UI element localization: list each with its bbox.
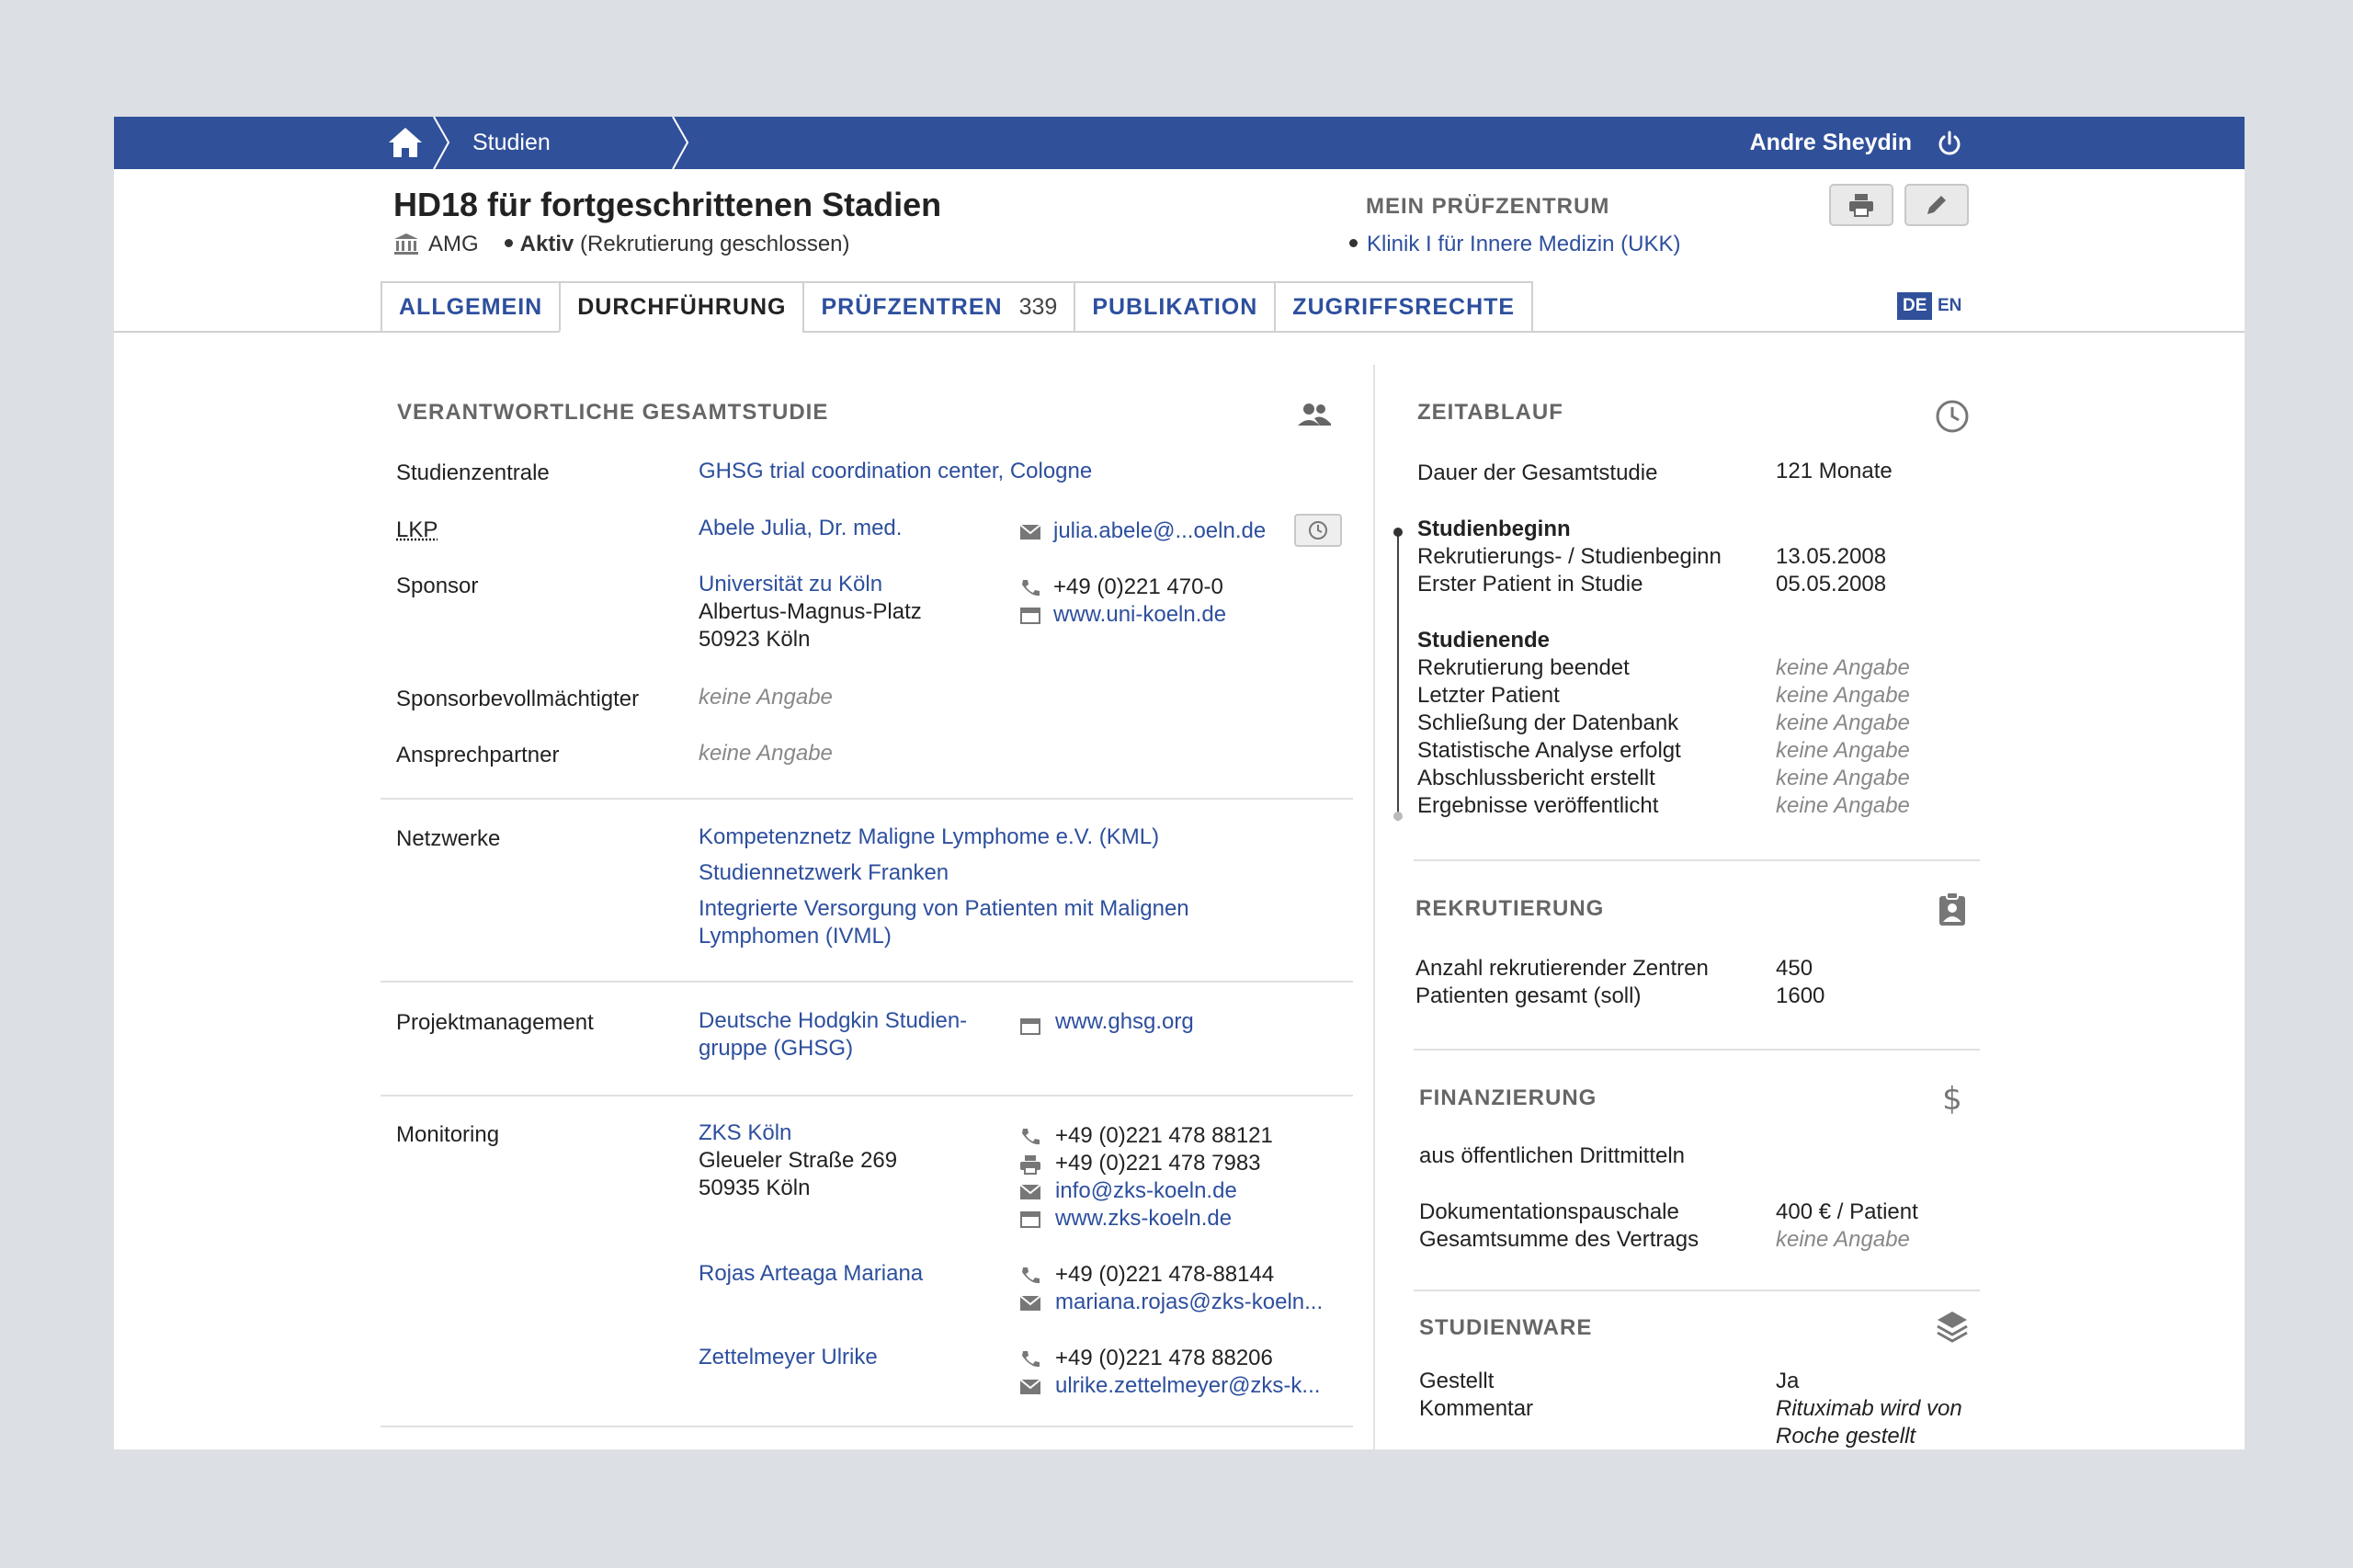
label-rekrutierung-beendet: Rekrutierung beendet	[1417, 655, 1630, 680]
people-icon	[1296, 396, 1333, 433]
print-icon	[1847, 192, 1875, 218]
column-divider	[1373, 365, 1375, 1449]
link-lkp-name[interactable]: Abele Julia, Dr. med.	[699, 516, 903, 540]
finanzierung-source: aus öffentlichen Drittmitteln	[1419, 1143, 1686, 1168]
sponsor-street: Albertus-Magnus-Platz	[699, 599, 922, 624]
status-detail: (Rekrutierung geschlossen)	[580, 232, 850, 256]
layers-icon	[1934, 1308, 1971, 1345]
label-letzter-patient: Letzter Patient	[1417, 683, 1560, 708]
study-meta	[393, 232, 850, 257]
tab-zugriffsrechte[interactable]: ZUGRIFFSRECHTE	[1274, 281, 1533, 333]
monitoring-street: Gleueler Straße 269	[699, 1148, 898, 1173]
tab-pruefzentren[interactable]: PRÜFZENTREN 339	[802, 281, 1074, 333]
value-kommentar: Rituximab wird von	[1776, 1396, 1962, 1421]
label-statistische-analyse: Statistische Analyse erfolgt	[1417, 738, 1681, 763]
label-ansprechpartner: Ansprechpartner	[396, 743, 560, 767]
value-sponsorbevollmaechtigter: keine Angabe	[699, 685, 833, 710]
label-sponsor: Sponsor	[396, 574, 479, 598]
value-ansprechpartner: keine Angabe	[699, 741, 833, 766]
label-schliessung-datenbank: Schließung der Datenbank	[1417, 710, 1679, 735]
label-gesamtsumme: Gesamtsumme des Vertrags	[1419, 1227, 1699, 1252]
clipboard-user-icon	[1934, 891, 1971, 927]
label-dokumentationspauschale: Dokumentationspauschale	[1419, 1199, 1679, 1224]
breadcrumb-separator-icon	[671, 117, 691, 169]
timeline-start-dot	[1393, 528, 1403, 537]
value-gestellt: Ja	[1776, 1369, 1800, 1393]
lang-de-button[interactable]: DE	[1897, 292, 1932, 320]
section-title-studienware: STUDIENWARE	[1419, 1315, 1593, 1340]
value-gesamtsumme: keine Angabe	[1776, 1227, 1910, 1252]
fax-icon	[1019, 1154, 1041, 1175]
link-monitoring-email[interactable]: info@zks-koeln.de	[1055, 1178, 1237, 1203]
value-rekrutierungsbeginn: 13.05.2008	[1776, 544, 1887, 569]
phone-icon	[1019, 1349, 1041, 1369]
studienbeginn-title: Studienbeginn	[1417, 517, 1571, 541]
status-badge: Aktiv	[519, 232, 574, 256]
breadcrumb-separator-icon	[432, 117, 452, 169]
label-kommentar: Kommentar	[1419, 1396, 1534, 1421]
value-kommentar-cont: Roche gestellt	[1776, 1424, 1916, 1449]
timeline-end-dot	[1393, 812, 1403, 821]
label-anzahl-zentren: Anzahl rekrutierender Zentren	[1415, 956, 1709, 981]
app-window	[114, 117, 2245, 1449]
section-title-finanzierung: FINANZIERUNG	[1419, 1085, 1597, 1110]
user-name[interactable]: Andre Sheydin	[1749, 130, 1912, 155]
sponsor-city: 50923 Köln	[699, 627, 811, 652]
label-gestellt: Gestellt	[1419, 1369, 1495, 1393]
svg-text:$: $	[1942, 1081, 1962, 1117]
bank-icon	[393, 233, 419, 256]
value-abschlussbericht: keine Angabe	[1776, 766, 1910, 790]
link-projekt-name[interactable]: Deutsche Hodgkin Studien-	[699, 1008, 968, 1033]
label-erster-patient: Erster Patient in Studie	[1417, 572, 1643, 597]
lang-en-button[interactable]: EN	[1938, 296, 1962, 315]
divider	[1414, 859, 1980, 861]
page-title: HD18 für fortgeschrittenen Stadien	[393, 186, 942, 223]
study-type: AMG	[428, 232, 479, 256]
link-monitoring-org[interactable]: ZKS Köln	[699, 1120, 792, 1145]
value-ergebnisse: keine Angabe	[1776, 793, 1910, 818]
link-studienzentrale[interactable]: GHSG trial coordination center, Cologne	[699, 459, 1093, 483]
label-rekrutierungsbeginn: Rekrutierungs- / Studienbeginn	[1417, 544, 1722, 569]
link-projekt-name-cont[interactable]: gruppe (GHSG)	[699, 1036, 854, 1061]
mail-icon	[1019, 1182, 1041, 1202]
studienende-title: Studienende	[1417, 628, 1551, 653]
value-dauer: 121 Monate	[1776, 459, 1893, 483]
link-projekt-web[interactable]: www.ghsg.org	[1055, 1009, 1194, 1034]
divider	[1414, 1049, 1980, 1051]
link-lkp-email[interactable]: julia.abele@...oeln.de	[1053, 518, 1267, 543]
value-rekrutierung-beendet: keine Angabe	[1776, 655, 1910, 680]
value-anzahl-zentren: 450	[1776, 956, 1813, 981]
monitoring-city: 50935 Köln	[699, 1176, 811, 1200]
value-patienten-gesamt: 1600	[1776, 983, 1825, 1008]
tab-count: 339	[1018, 293, 1058, 320]
monitoring-fax: +49 (0)221 478 7983	[1055, 1151, 1261, 1176]
divider	[1414, 1290, 1980, 1291]
link-netzwerk-franken[interactable]: Studiennetzwerk Franken	[699, 860, 949, 885]
web-icon	[1019, 1017, 1041, 1037]
label-netzwerke: Netzwerke	[396, 826, 501, 851]
mail-icon	[1019, 1377, 1041, 1397]
pruefzentrum-link-label[interactable]: Klinik I für Innere Medizin (UKK)	[1367, 232, 1681, 256]
tab-allgemein[interactable]: ALLGEMEIN	[381, 281, 559, 333]
sponsor-phone: +49 (0)221 470-0	[1053, 574, 1223, 599]
label-monitoring: Monitoring	[396, 1122, 500, 1147]
monitoring-phone: +49 (0)221 478 88121	[1055, 1123, 1273, 1148]
pruefzentrum-link[interactable]	[1349, 232, 1680, 257]
link-person2-email[interactable]: ulrike.zettelmeyer@zks-k...	[1055, 1373, 1321, 1398]
tab-publikation[interactable]: PUBLIKATION	[1074, 281, 1274, 333]
divider	[381, 1426, 1353, 1427]
person1-phone: +49 (0)221 478-88144	[1055, 1262, 1275, 1287]
divider	[381, 1095, 1353, 1096]
section-title-verantwortliche: VERANTWORTLICHE GESAMTSTUDIE	[397, 400, 829, 425]
clock-icon	[1934, 398, 1971, 435]
phone-icon	[1019, 1127, 1041, 1147]
web-icon	[1019, 606, 1041, 626]
section-title-zeitablauf: ZEITABLAUF	[1417, 400, 1563, 425]
label-lkp: LKP	[396, 517, 438, 542]
divider	[381, 981, 1353, 983]
label-patienten-gesamt: Patienten gesamt (soll)	[1415, 983, 1642, 1008]
phone-icon	[1019, 1266, 1041, 1286]
value-erster-patient: 05.05.2008	[1776, 572, 1887, 597]
link-sponsor-web[interactable]: www.uni-koeln.de	[1053, 602, 1227, 627]
label-sponsorbevollmaechtigter: Sponsorbevollmächtigter	[396, 687, 640, 711]
label-ergebnisse: Ergebnisse veröffentlicht	[1417, 793, 1659, 818]
label-dauer: Dauer der Gesamtstudie	[1417, 460, 1658, 485]
label-abschlussbericht: Abschlussbericht erstellt	[1417, 766, 1655, 790]
link-monitoring-web[interactable]: www.zks-koeln.de	[1055, 1206, 1233, 1231]
divider	[381, 798, 1353, 800]
link-netzwerk-ivml-cont[interactable]: Lymphomen (IVML)	[699, 924, 892, 949]
tab-durchfuehrung[interactable]: DURCHFÜHRUNG	[559, 281, 802, 333]
pruefzentrum-dot	[1349, 239, 1358, 247]
phone-icon	[1019, 578, 1041, 598]
tab-bar	[381, 281, 1533, 333]
edit-button[interactable]	[1904, 184, 1969, 226]
link-monitoring-person2[interactable]: Zettelmeyer Ulrike	[699, 1345, 878, 1369]
link-person1-email[interactable]: mariana.rojas@zks-koeln...	[1055, 1290, 1324, 1314]
clock-icon	[1307, 519, 1329, 541]
value-statistische-analyse: keine Angabe	[1776, 738, 1910, 763]
label-studienzentrale: Studienzentrale	[396, 460, 550, 485]
timeline-line	[1397, 532, 1399, 821]
print-button[interactable]	[1829, 184, 1893, 226]
section-title-rekrutierung: REKRUTIERUNG	[1415, 896, 1605, 921]
mail-icon	[1019, 1293, 1041, 1313]
person2-phone: +49 (0)221 478 88206	[1055, 1346, 1273, 1370]
pruefzentrum-title: MEIN PRÜFZENTRUM	[1366, 194, 1610, 219]
value-dokumentationspauschale: 400 € / Patient	[1776, 1199, 1918, 1224]
status-dot	[505, 239, 513, 247]
label-projektmanagement: Projektmanagement	[396, 1010, 594, 1035]
value-letzter-patient: keine Angabe	[1776, 683, 1910, 708]
link-netzwerk-kml[interactable]: Kompetenznetz Maligne Lymphome e.V. (KML)	[699, 824, 1160, 849]
power-icon[interactable]	[1936, 130, 1963, 157]
dollar-icon	[1934, 1080, 1971, 1117]
top-bar	[114, 117, 2245, 169]
breadcrumb-studien[interactable]: Studien	[472, 130, 551, 155]
mail-icon	[1019, 522, 1041, 542]
history-button[interactable]	[1294, 514, 1342, 547]
link-monitoring-person1[interactable]: Rojas Arteaga Mariana	[699, 1261, 924, 1286]
value-schliessung-datenbank: keine Angabe	[1776, 710, 1910, 735]
web-icon	[1019, 1210, 1041, 1230]
home-icon[interactable]	[386, 124, 425, 161]
link-sponsor-name[interactable]: Universität zu Köln	[699, 572, 883, 597]
pencil-icon	[1924, 192, 1949, 218]
link-netzwerk-ivml[interactable]: Integrierte Versorgung von Patienten mit Malignen	[699, 896, 1189, 921]
